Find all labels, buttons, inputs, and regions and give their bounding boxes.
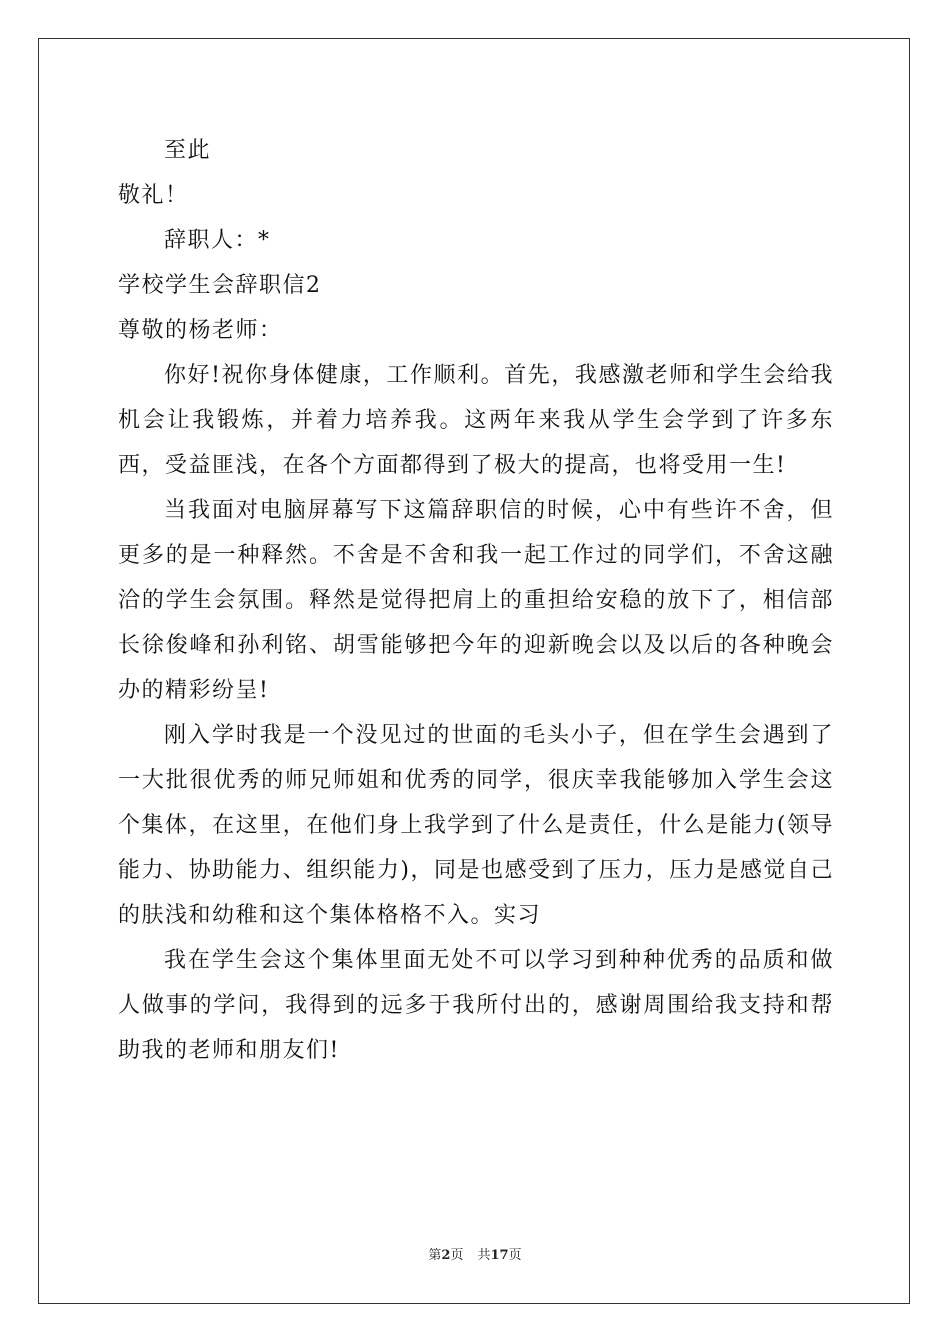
letter-title: 学校学生会辞职信2 [118, 273, 322, 298]
closing-line: 至此 [164, 138, 212, 163]
paragraph-4: 我在学生会这个集体里面无处不可以学习到种种优秀的品质和做人做事的学问，我得到的远多于我所付出的，感谢周围给我支持和帮助我的老师和朋友们! [118, 948, 834, 1063]
total-suffix: 页 [508, 1248, 522, 1263]
signature-line: 辞职人：* [164, 228, 271, 253]
page-footer [0, 1247, 950, 1265]
page-suffix: 页 [450, 1248, 464, 1263]
paragraph-1: 你好!祝你身体健康，工作顺利。首先，我感激老师和学生会给我机会让我锻炼，并着力培养我。这两年来我从学生会学到了许多东西，受益匪浅，在各个方面都得到了极大的提高，也将受用一生! [118, 363, 834, 478]
paragraph-2: 当我面对电脑屏幕写下这篇辞职信的时候，心中有些许不舍，但更多的是一种释然。不舍是不舍和我一起工作过的同学们，不舍这融洽的学生会氛围。释然是觉得把肩上的重担给安稳的放下了，相信部长徐俊峰和孙利铭、胡雪能够把今年的迎新晚会以及以后的各种晚会办的精彩纷呈! [118, 498, 834, 703]
paragraph-3: 刚入学时我是一个没见过的世面的毛头小子，但在学生会遇到了一大批很优秀的师兄师姐和优秀的同学，很庆幸我能够加入学生会这个集体，在这里，在他们身上我学到了什么是责任，什么是能力(领导能力、协助能力、组织能力)，同是也感受到了压力，压力是感觉自己的肤浅和幼稚和这个集体格格不入。实习 [118, 723, 834, 928]
greeting-line: 尊敬的杨老师： [118, 318, 283, 343]
salute-line: 敬礼！ [118, 183, 189, 208]
total-pages: 17 [490, 1248, 509, 1263]
document-body [118, 128, 834, 1073]
total-prefix: 共 [477, 1248, 491, 1263]
page-number: 2 [441, 1248, 451, 1263]
page-prefix: 第 [428, 1248, 442, 1263]
